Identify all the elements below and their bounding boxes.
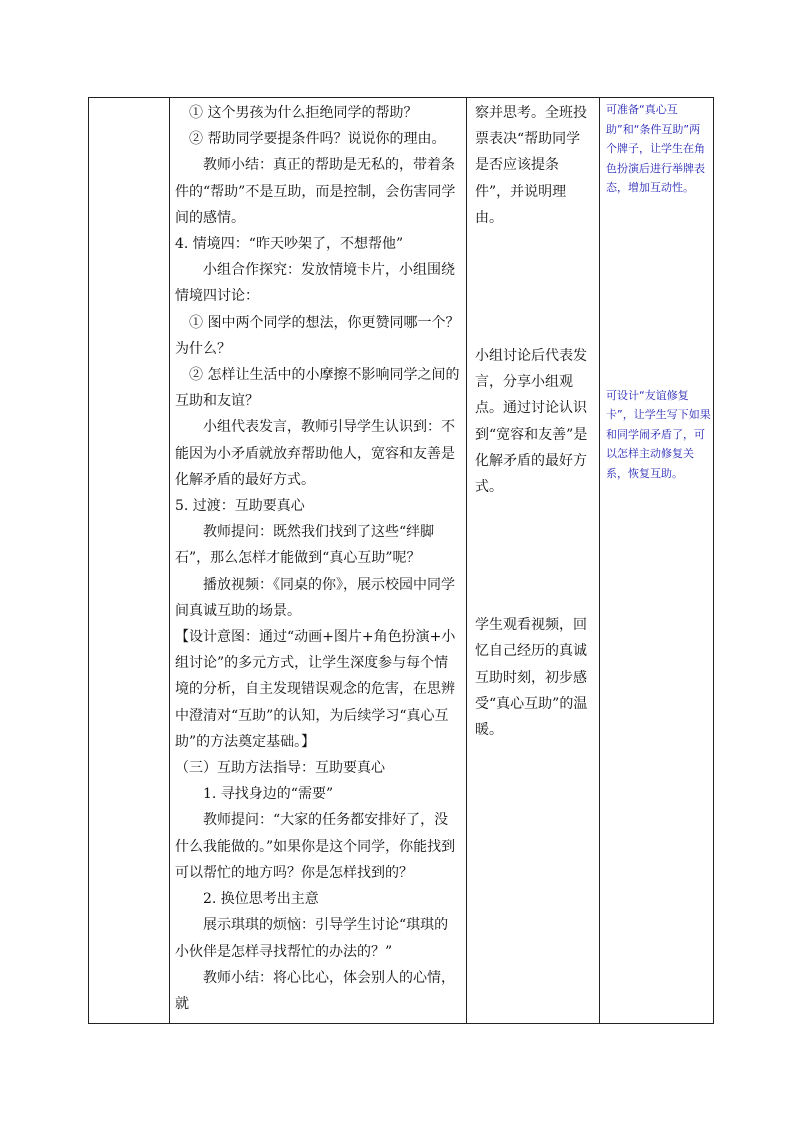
design-note: 可设计“友谊修复卡”，让学生写下如果和同学闹矛盾了，可以怎样主动修复关系，恢复互助。	[606, 388, 711, 480]
discussion-paragraph: 展示琪琪的烦恼：引导学生讨论“琪琪的小伙伴是怎样寻找帮忙的办法的？”	[175, 917, 449, 960]
subsection-heading: 2. 换位思考出主意	[203, 891, 319, 908]
lesson-plan-table	[88, 97, 714, 1024]
subsection-heading: 1. 寻找身边的“需要”	[203, 786, 334, 803]
video-paragraph: 播放视频：《同桌的你》，展示校园中同学间真诚互助的场景。	[175, 576, 455, 619]
student-activity-block: 小组讨论后代表发言，分享小组观点。通过讨论认识到“宽容和友善”是化解矛盾的最好方式。	[475, 348, 588, 496]
teacher-question-paragraph: 教师提问：既然我们找到了这些“绊脚石”，那么怎样才能做到“真心互助”呢？	[175, 524, 435, 567]
teacher-guidance-paragraph: 小组代表发言，教师引导学生认识到：不能因为小矛盾就放弃帮助他人，宽容和友善是化解矛盾的最好方式。	[175, 419, 455, 488]
question-paragraph: ① 这个男孩为什么拒绝同学的帮助？	[189, 105, 418, 121]
design-notes-column	[599, 98, 715, 483]
question-paragraph: ② 帮助同学要提条件吗？说说你的理由。	[189, 131, 446, 148]
teacher-summary-paragraph: 教师小结：真正的帮助是无私的，带着条件的“帮助”不是互助，而是控制，会伤害同学间的感情。	[175, 157, 456, 226]
teaching-process-column	[169, 98, 466, 1017]
scenario-heading: 4. 情境四：“昨天吵架了，不想帮他”	[175, 236, 404, 253]
student-activity-column	[466, 98, 599, 743]
design-intent-paragraph: 【设计意图：通过“动画+图片+角色扮演+小组讨论”的多元方式，让学生深度参与每个情境的分析，自主发现错误观念的危害，在思辨中澄清对“互助”的认知，为后续学习“真心互助”的方法奠定基础。】	[175, 629, 456, 750]
design-note: 可准备“真心互助”和“条件互助”两个牌子，让学生在角色扮演后进行举牌表态，增加互动性。	[606, 103, 705, 194]
student-activity-block: 学生观看视频，回忆自己经历的真诚互助时刻，初步感受“真心互助”的温暖。	[475, 617, 588, 739]
student-activity-block: 察并思考。全班投票表决“帮助同学是否应该提条件”，并说明理由。	[475, 105, 587, 226]
section-heading: （三）互助方法指导：互助要真心	[175, 760, 385, 777]
transition-heading: 5. 过渡：互助要真心	[175, 498, 305, 515]
teacher-summary-paragraph: 教师小结：将心比心，体会别人的心情，就	[175, 969, 455, 1012]
question-paragraph: ② 怎样让生活中的小摩擦不影响同学之间的互助和友谊？	[175, 367, 460, 410]
question-paragraph: ① 图中两个同学的想法，你更赞同哪一个？为什么？	[175, 314, 460, 357]
group-activity-paragraph: 小组合作探究：发放情境卡片，小组围绕情境四讨论：	[175, 262, 455, 305]
teacher-question-paragraph: 教师提问：“大家的任务都安排好了，没什么我能做的。”如果你是这个同学，你能找到可以帮忙的地方吗？你是怎样找到的？	[175, 812, 456, 881]
